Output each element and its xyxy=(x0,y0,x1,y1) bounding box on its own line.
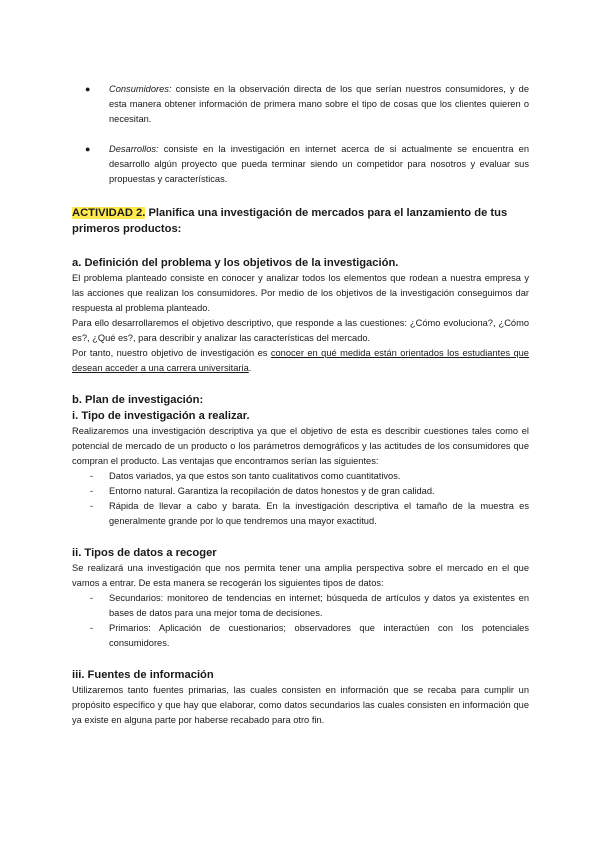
p3-start: Por tanto, nuestro objetivo de investigación es xyxy=(72,348,271,358)
list-item: - Primarios: Aplicación de cuestionarios; observadores que interactúen con los potenciales consumidores. xyxy=(90,623,529,648)
section-a-heading: a. Definición del problema y los objetivos de la investigación. xyxy=(72,257,399,269)
subsection-i-intro: Realizaremos una investigación descriptiva ya que el objetivo de esta es describir cuestiones tales como el potencial de mercado de un producto o los parámetros demográficos y las actitudes de los consumidores que compran el producto. Las ventajas que encontramos serían las siguientes: xyxy=(72,426,529,466)
section-a-paragraph: El problema planteado consiste en conocer y analizar todos los elementos que rodean a nuestra empresa y las acciones que realizan los consumidores. Por medio de los objetivos de la investigación conseguimos dar respuesta al problema planteado. xyxy=(72,273,529,313)
bullet-term: Consumidores: xyxy=(109,84,172,94)
list-item xyxy=(72,142,529,187)
bullet-list xyxy=(72,82,529,187)
subsection-iii-text: Utilizaremos tanto fuentes primarias, las cuales consisten en información que se recaba para cumplir un propósito específico y que hay que elaborar, como datos secundarios las cuales consisten en información que ya existe en alguna parte por haberse recabado para otro fin. xyxy=(72,685,529,725)
bullet-text: consiste en la observación directa de los que serían nuestros consumidores, y de esta manera obtener información de primera mano sobre el tipo de cosas que los clientes quieren o necesitan. xyxy=(109,84,529,124)
activity-title: Planifica una investigación de mercados para el lanzamiento de tus primeros productos: xyxy=(72,207,508,235)
advantages-list xyxy=(72,469,529,529)
objective-underlined: conocer en qué medida están orientados los estudiantes que desean acceder a una carrera universitaria xyxy=(72,348,529,373)
activity-label: ACTIVIDAD 2. xyxy=(72,207,146,219)
list-item: - Rápida de llevar a cabo y barata. En la investigación descriptiva el tamaño de la muestra es generalmente grande por lo que tendremos una mayor exactitud. xyxy=(90,501,529,526)
section-a-paragraph xyxy=(72,346,529,376)
subsection-iii-heading: iii. Fuentes de información xyxy=(72,669,214,681)
list-item xyxy=(72,82,529,127)
section-b-heading: b. Plan de investigación: xyxy=(72,394,204,406)
activity-heading xyxy=(72,205,529,237)
data-types-list xyxy=(72,591,529,651)
bullet-term: Desarrollos: xyxy=(109,144,159,154)
p3-end: . xyxy=(248,363,252,373)
subsection-ii-intro: Se realizará una investigación que nos permita tener una amplia perspectiva sobre el mercado en el que vamos a entrar. De esta manera se recogerán los siguientes tipos de datos: xyxy=(72,563,529,588)
subsection-i-heading: i. Tipo de investigación a realizar. xyxy=(72,410,250,422)
document-page xyxy=(72,82,529,728)
section-a-paragraph: Para ello desarrollaremos el objetivo descriptivo, que responde a las cuestiones: ¿Cómo evoluciona?, ¿Cómo es?, ¿Qué es?, para describir y analizar las características del mercado. xyxy=(72,318,529,343)
list-item: - Secundarios: monitoreo de tendencias en internet; búsqueda de artículos y datos ya existentes en bases de datos para una mejor toma de decisiones. xyxy=(90,593,529,618)
list-item: - Datos variados, ya que estos son tanto cualitativos como cuantitativos. xyxy=(90,471,401,481)
list-item: - Entorno natural. Garantiza la recopilación de datos honestos y de gran calidad. xyxy=(90,486,435,496)
bullet-dot-icon: ● xyxy=(85,84,91,94)
subsection-ii-heading: ii. Tipos de datos a recoger xyxy=(72,547,217,559)
bullet-text: consiste en la investigación en internet acerca de si actualmente se encuentra en desarrollo algún proyecto que pueda terminar siendo un competidor para nosotros y evaluar sus propuestas y características. xyxy=(109,144,529,184)
bullet-dot-icon: ● xyxy=(85,144,91,154)
